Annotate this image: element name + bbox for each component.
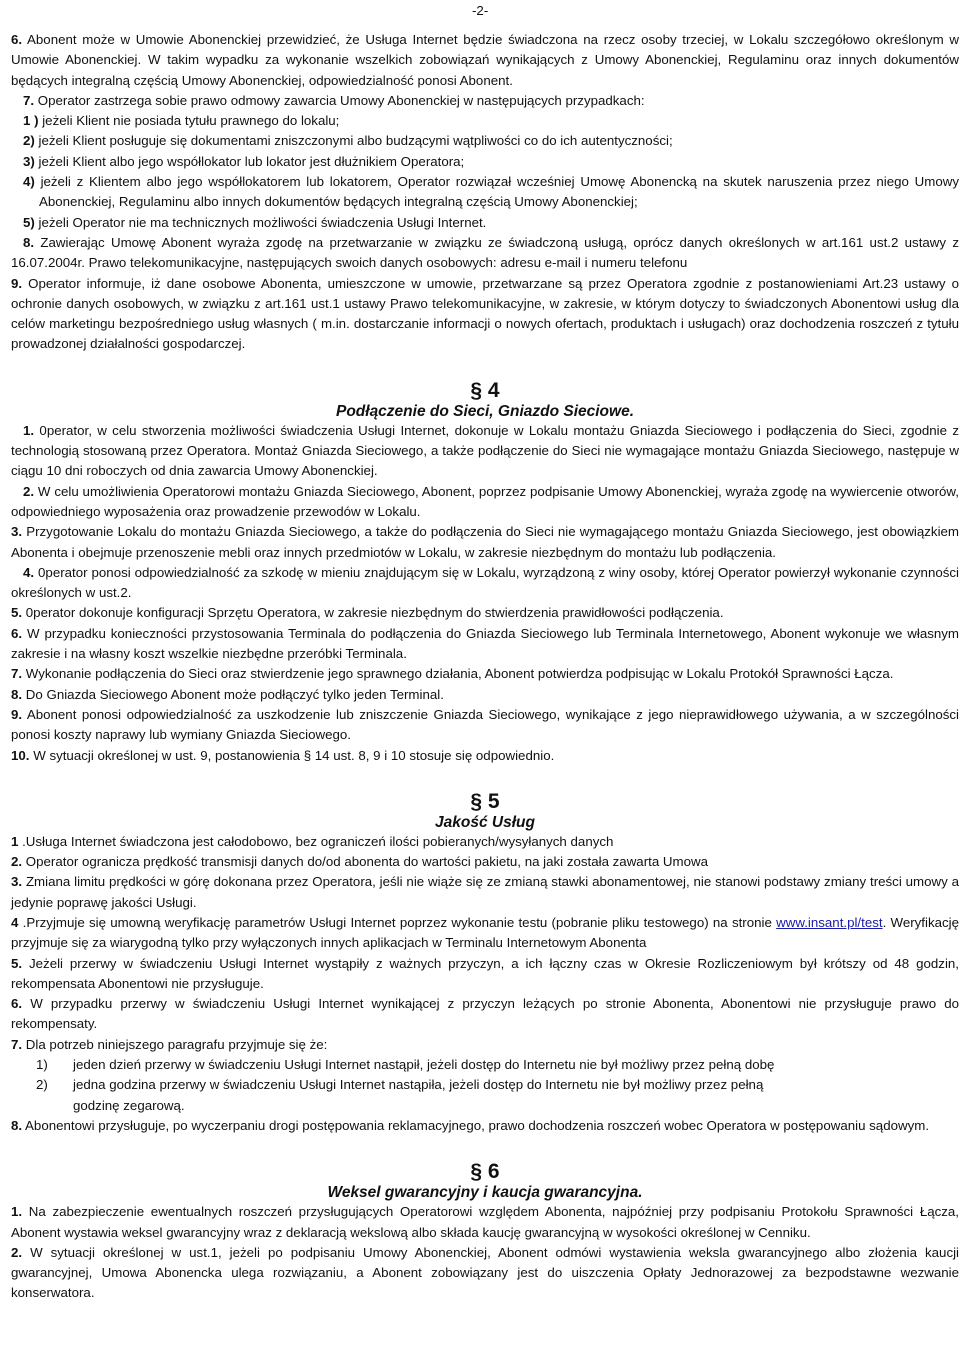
paragraph-text: Abonent może w Umowie Abonenckiej przewidzieć, że Usługa Internet będzie świadczona na rzecz osoby trzeciej, w Lokalu szczegółowo określonym w Umowie Abonenckiej. W takim wypadku za wykonanie wszelkich zobowiązań wynikających z Umowy Abonenckiej, Regulaminu oraz innych dokumentów będących integralną częścią Umowy Abonenckiej, odpowiedzialność ponosi Abonent.	[11, 32, 959, 88]
list-item	[11, 746, 959, 766]
item-number: 5)	[23, 214, 35, 230]
list-item	[11, 994, 959, 1035]
item-text: W przypadku konieczności przystosowania Terminala do podłączenia do Gniazda Sieciowego lub Terminala Internetowego, Abonent wykonuje we własnym zakresie i na własny koszt wszelkie niezbędne przeróbki Terminala.	[11, 625, 959, 662]
item-text: Wykonanie podłączenia do Sieci oraz stwierdzenie jego sprawnego działania, Abonent potwierdza podpisując w Lokalu Protokół Sprawności Łącza.	[22, 666, 894, 682]
page-number: -2-	[472, 3, 489, 18]
paragraph-text: Operator informuje, iż dane osobowe Abonenta, umieszczone w umowie, przetwarzane są przez Operatora zgodnie z postanowieniami Art.23 ustawy o ochronie danych osobowych, w związku z art.161 ust.1 ustawy Prawo telekomunikacyjne, w zakresie, w którym dotyczy to świadczonych Abonentowi usług dla celów marketingu bezpośredniego usług własnych ( m.in. dostarczanie informacji o nowych ofertach, produktach i usługach) oraz dochodzenia roszczeń z tytułu prowadzonej działalności gospodarczej.	[11, 275, 959, 352]
section-number: § 5	[470, 789, 500, 813]
section-title: Podłączenie do Sieci, Gniazdo Sieciowe.	[335, 402, 635, 420]
item-number: 4.	[23, 564, 35, 580]
section-title: Weksel gwarancyjny i kaucja gwarancyjna.	[327, 1184, 643, 1202]
item-text: jeżeli z Klientem albo jego współlokatorem lub lokatorem, Operator rozwiązał wcześniej Umowę Abonencką na skutek naruszenia przez niego Umowy Abonenckiej, Regulaminu albo innych dokumentów będących integralną częścią Umowy Abonenckiej;	[34, 174, 959, 210]
item-number: 2.	[11, 854, 23, 870]
item-text: Przygotowanie Lokalu do montażu Gniazda Sieciowego, a także do podłączenia do Sieci nie wymagającego montażu Gniazda Sieciowego, jest obowiązkiem Abonenta i obejmuje przenoszenie mebli oraz innych przedmiotów w Lokalu, w zakresie niezbędnym do montażu lub podłączenia.	[11, 524, 959, 560]
sub-item-text: jeden dzień przerwy w świadczeniu Usługi Internet nastąpił, jeżeli dostęp do Internetu nie był możliwy przez pełną dobę	[73, 1057, 775, 1073]
paragraph-number: 9.	[11, 275, 23, 291]
paragraph-text: Operator zastrzega sobie prawo odmowy zawarcia Umowy Abonenckiej w następujących przypadkach:	[34, 92, 645, 108]
section-6-heading	[11, 1160, 959, 1202]
item-text: W sytuacji określonej w ust. 9, postanowienia § 14 ust. 8, 9 i 10 stosuje się odpowiednio.	[29, 747, 555, 763]
paragraph-number: 7.	[23, 92, 35, 108]
paragraph-9	[11, 274, 959, 355]
item-number: 1.	[23, 422, 35, 438]
item-number: 4)	[23, 174, 35, 190]
item-text: jeżeli Operator nie ma technicznych możliwości świadczenia Usługi Internet.	[34, 214, 487, 230]
list-item	[11, 832, 959, 852]
item-text: 0perator dokonuje konfiguracji Sprzętu Operatora, w zakresie niezbędnym do stwierdzenia prawidłowości podłączenia.	[22, 605, 724, 621]
sub-item-text: jedna godzina przerwy w świadczeniu Usługi Internet nastąpiła, jeżeli dostęp do Internetu nie był możliwy przez pełną	[73, 1077, 764, 1093]
paragraph-number: 8.	[23, 234, 35, 250]
list-item	[11, 664, 959, 684]
item-number: 8.	[11, 1117, 23, 1133]
list-item	[11, 563, 959, 604]
list-item	[11, 421, 959, 482]
list-item	[11, 1116, 959, 1136]
item-text: W sytuacji określonej w ust.1, jeżeli po podpisaniu Umowy Abonenckiej, Abonent odmówi wystawienia weksla gwarancyjnego albo złożenia kaucji gwarancyjnej, Umowa Abonencka ulega rozwiązaniu, a Abonent zobowiązany jest do uiszczenia Opłaty Jednorazowej za bezpodstawne wezwanie konserwatora.	[11, 1244, 959, 1301]
item-text: .Przyjmuje się umowną weryfikację parametrów Usługi Internet poprzez wykonanie testu (pobranie pliku testowego) na stronie	[18, 914, 777, 930]
item-text: Abonent ponosi odpowiedzialność za uszkodzenie lub zniszczenie Gniazda Sieciowego, wynikające z jego nieprawidłowego używania, a w szczególności ponosi koszty naprawy lub wymiany Gniazda Sieciowego.	[11, 706, 959, 743]
document-body	[11, 30, 959, 1304]
item-text: 0perator, w celu stworzenia możliwości świadczenia Usługi Internet, dokonuje w Lokalu montażu Gniazda Sieciowego i podłączenia do Sieci, zgodnie z technologią stosowaną przez Operatora. Montaż Gniazda Sieciowego, a także podłączenie do Sieci nie wymagające montażu Gniazda Sieciowego, następuje w ciągu 10 dni roboczych od dnia zawarcia Umowy Abonenckiej.	[11, 422, 959, 479]
list-item	[11, 482, 959, 523]
item-number: 1	[11, 833, 19, 849]
item-number: 4	[11, 914, 19, 930]
item-number: 10.	[11, 747, 30, 763]
list-item	[11, 872, 959, 913]
list-item	[11, 603, 959, 623]
item-number: 5.	[11, 605, 23, 621]
list-item	[11, 131, 959, 151]
item-number: 8.	[11, 686, 23, 702]
item-number: 1 )	[23, 113, 39, 129]
section-4-heading	[11, 379, 959, 421]
list-item	[11, 913, 959, 954]
item-text: .Usługa Internet świadczona jest całodobowo, bez ograniczeń ilości pobieranych/wysyłanych danych	[18, 833, 614, 849]
section-number: § 6	[470, 1160, 500, 1184]
item-text: jeżeli Klient posługuje się dokumentami zniszczonymi albo budzącymi wątpliwości co do ich autentyczności;	[34, 133, 673, 149]
item-text: jeżeli Klient albo jego współlokator lub lokator jest dłużnikiem Operatora;	[34, 153, 465, 169]
item-number: 2.	[23, 483, 35, 499]
list-item	[11, 685, 959, 705]
list-item	[11, 213, 959, 233]
item-number: 3.	[11, 524, 23, 540]
item-text: Na zabezpieczenie ewentualnych roszczeń przysługujących Operatorowi względem Abonenta, najpóźniej przy podpisaniu Protokołu Sprawności Łącza, Abonent wystawia weksel gwarancyjny wraz z deklaracją wekslową albo składa kaucję gwarancyjną w wysokości określonej w Cenniku.	[11, 1204, 959, 1240]
list-item	[11, 852, 959, 872]
paragraph-text: Zawierając Umowę Abonent wyraża zgodę na przetwarzanie w związku ze świadczoną usługą, oprócz danych określonych w art.161 ust.2 ustawy z 16.07.2004r. Prawo telekomunikacyjne, następujących swoich danych osobowych: adresu e-mail i numeru telefonu	[11, 234, 959, 271]
list-item	[11, 522, 959, 563]
list-item	[11, 152, 959, 172]
list-item	[11, 954, 959, 995]
sub-item-number: 2)	[36, 1077, 48, 1093]
item-text: jeżeli Klient nie posiada tytułu prawnego do lokalu;	[38, 113, 340, 129]
item-text: Operator ogranicza prędkość transmisji danych do/od abonenta do wartości pakietu, na jaki została zawarta Umowa	[22, 854, 708, 870]
section-5-body	[11, 832, 959, 1136]
list-item	[11, 1202, 959, 1243]
item-number: 6.	[11, 625, 23, 641]
list-item	[11, 1243, 959, 1304]
section-number: § 4	[470, 378, 500, 402]
item-number: 2)	[23, 133, 35, 149]
section-6-body	[11, 1202, 959, 1303]
paragraph-7	[11, 91, 959, 111]
item-text: Jeżeli przerwy w świadczeniu Usługi Internet wystąpiły z ważnych przyczyn, a ich łączny czas w Okresie Rozliczeniowym był krótszy od 48 godzin, rekompensata Abonentowi nie przysługuje.	[11, 955, 959, 991]
list-item	[11, 1035, 959, 1055]
item-number: 3.	[11, 874, 23, 890]
item-number: 2.	[11, 1244, 23, 1260]
item-number: 5.	[11, 955, 23, 971]
item-text: Dla potrzeb niniejszego paragrafu przyjmuje się że:	[22, 1036, 328, 1052]
sub-list-item-continuation: godzinę zegarową.	[73, 1097, 185, 1113]
section-5-heading	[11, 790, 959, 832]
sub-item-number: 1)	[36, 1057, 48, 1073]
item-number: 7.	[11, 1036, 23, 1052]
paragraph-8	[11, 233, 959, 274]
test-page-link[interactable]: www.insant.pl/test	[776, 914, 883, 930]
item-text: W przypadku przerwy w świadczeniu Usługi Internet wynikającej z przyczyn leżących po stronie Abonenta, Abonentowi nie przysługuje prawo do rekompensaty.	[11, 996, 959, 1032]
item-text: Zmiana limitu prędkości w górę dokonana przez Operatora, jeśli nie wiąże się ze zmianą stawki abonamentowej, nie stanowi podstawy zmiany treści umowy a jedynie poprawę jakości Usługi.	[11, 874, 959, 910]
item-number: 3)	[23, 153, 35, 169]
item-number: 6.	[11, 996, 23, 1012]
item-number: 9.	[11, 706, 23, 722]
sub-list-item	[11, 1075, 959, 1095]
paragraph-number: 6.	[11, 32, 23, 47]
list-item	[11, 624, 959, 665]
list-item	[11, 111, 959, 131]
sub-list-item	[11, 1055, 959, 1075]
item-text: W celu umożliwienia Operatorowi montażu Gniazda Sieciowego, Abonent, poprzez podpisanie Umowy Abonenckiej, wyraża zgodę na wywiercenie otworów, odpowiedniego wyposażenia oraz prowadzenie przewodów w Lokalu.	[11, 483, 959, 519]
item-text: Abonentowi przysługuje, po wyczerpaniu drogi postępowania reklamacyjnego, prawo dochodzenia roszczeń wobec Operatora w postępowaniu sądowym.	[22, 1117, 930, 1133]
item-text: 0perator ponosi odpowiedzialność za szkodę w mieniu znajdującym się w Lokalu, wyrządzoną z winy osoby, której Operator powierzył wykonanie czynności określonych w ust.2.	[11, 564, 959, 601]
item-text: . Weryfikację przyjmuje się za wiarygodną tylko przy wyłączonych innych aplikacjach w Terminalu Internetowym Abonenta	[11, 914, 959, 951]
item-text: Do Gniazda Sieciowego Abonent może podłączyć tylko jeden Terminal.	[22, 686, 444, 702]
item-number: 1.	[11, 1204, 23, 1220]
item-number: 7.	[11, 666, 23, 682]
list-item	[11, 172, 959, 213]
list-item	[11, 705, 959, 746]
section-title: Jakość Usług	[435, 813, 535, 831]
paragraph-6	[11, 30, 959, 91]
section-4-body	[11, 421, 959, 766]
